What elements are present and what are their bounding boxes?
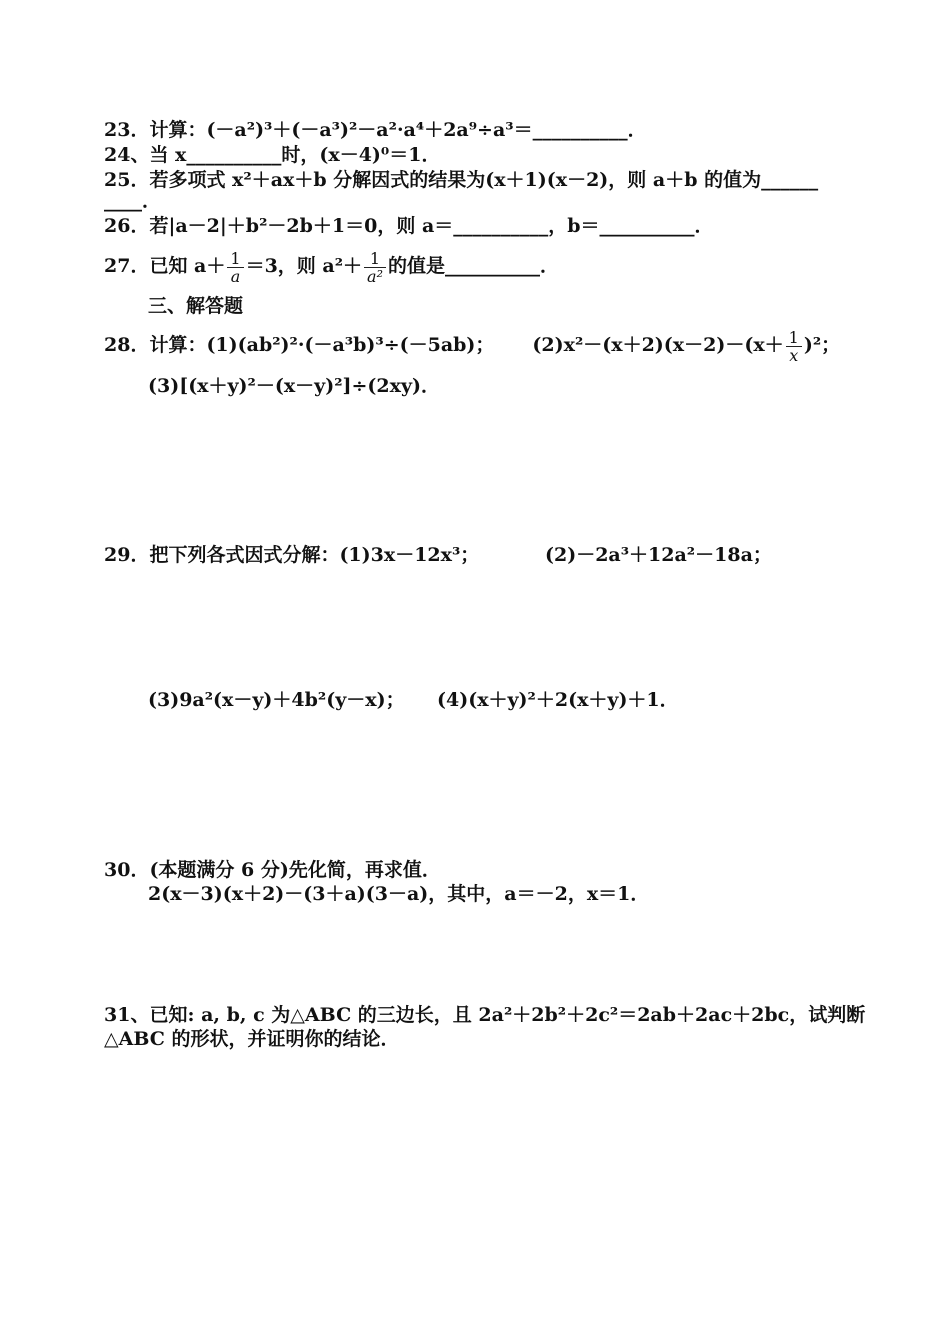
problem-27 bbox=[104, 244, 559, 288]
problem-28-part3: (3)[(x＋y)²－(x－y)²]÷(2xy)． bbox=[148, 375, 441, 397]
problem-27-mid: ＝3，则 a²＋ bbox=[245, 255, 363, 277]
problem-28-part1: 28．计算：(1)(ab²)²·(－a³b)³÷(－5ab)； bbox=[104, 334, 495, 356]
fraction-1-over-a-squared bbox=[364, 250, 386, 285]
fraction-numerator: 1 bbox=[364, 250, 386, 268]
problem-28-row1 bbox=[104, 323, 840, 367]
problem-30-line1: 30．(本题满分 6 分)先化简，再求值． bbox=[104, 859, 441, 881]
fraction-denominator: a bbox=[230, 266, 241, 286]
fraction-numerator: 1 bbox=[227, 250, 243, 268]
fraction-1-over-x bbox=[786, 329, 802, 364]
problem-27-prefix: 27．已知 a＋ bbox=[104, 255, 226, 277]
problem-26: 26．若|a－2|＋b²－2b＋1＝0，则 a＝__________，b＝__________． bbox=[104, 215, 714, 237]
problem-25-line2: ____． bbox=[104, 190, 162, 212]
problem-29-part3: (3)9a²(x－y)＋4b²(y－x)； bbox=[148, 689, 405, 711]
problem-27-suffix: 的值是__________． bbox=[387, 255, 559, 277]
problem-23: 23．计算：(－a²)³＋(－a³)²－a²·a⁴＋2a⁹÷a³＝__________． bbox=[104, 119, 647, 141]
problem-28-part2-prefix: (2)x²－(x＋2)(x－2)－(x＋ bbox=[532, 334, 784, 356]
problem-25-line1: 25．若多项式 x²＋ax＋b 分解因式的结果为(x＋1)(x－2)，则 a＋b 的值为______ bbox=[104, 169, 819, 191]
problem-29-part2: (2)－2a³＋12a²－18a； bbox=[545, 544, 772, 566]
section-heading-answers: 三、解答题 bbox=[148, 295, 244, 317]
problem-30-line2: 2(x－3)(x＋2)－(3＋a)(3－a)，其中，a＝－2，x＝1． bbox=[148, 883, 650, 905]
problem-24: 24、当 x__________时，(x－4)⁰＝1． bbox=[104, 144, 441, 166]
problem-29-part4: (4)(x＋y)²＋2(x＋y)＋1． bbox=[437, 689, 679, 711]
fraction-numerator: 1 bbox=[786, 329, 802, 347]
problem-31-line2: △ABC 的形状，并证明你的结论． bbox=[104, 1028, 400, 1050]
fraction-1-over-a bbox=[227, 250, 243, 285]
fraction-denominator: a² bbox=[367, 266, 383, 286]
problem-29-part1: 29．把下列各式因式分解：(1)3x－12x³； bbox=[104, 544, 480, 566]
problem-28-part2-suffix: )²； bbox=[803, 334, 841, 356]
problem-31-line1: 31、已知: a, b, c 为△ABC 的三边长，且 2a²＋2b²＋2c²＝2ab＋2ac＋2bc，试判断 bbox=[104, 1004, 866, 1026]
fraction-denominator: x bbox=[789, 345, 799, 365]
